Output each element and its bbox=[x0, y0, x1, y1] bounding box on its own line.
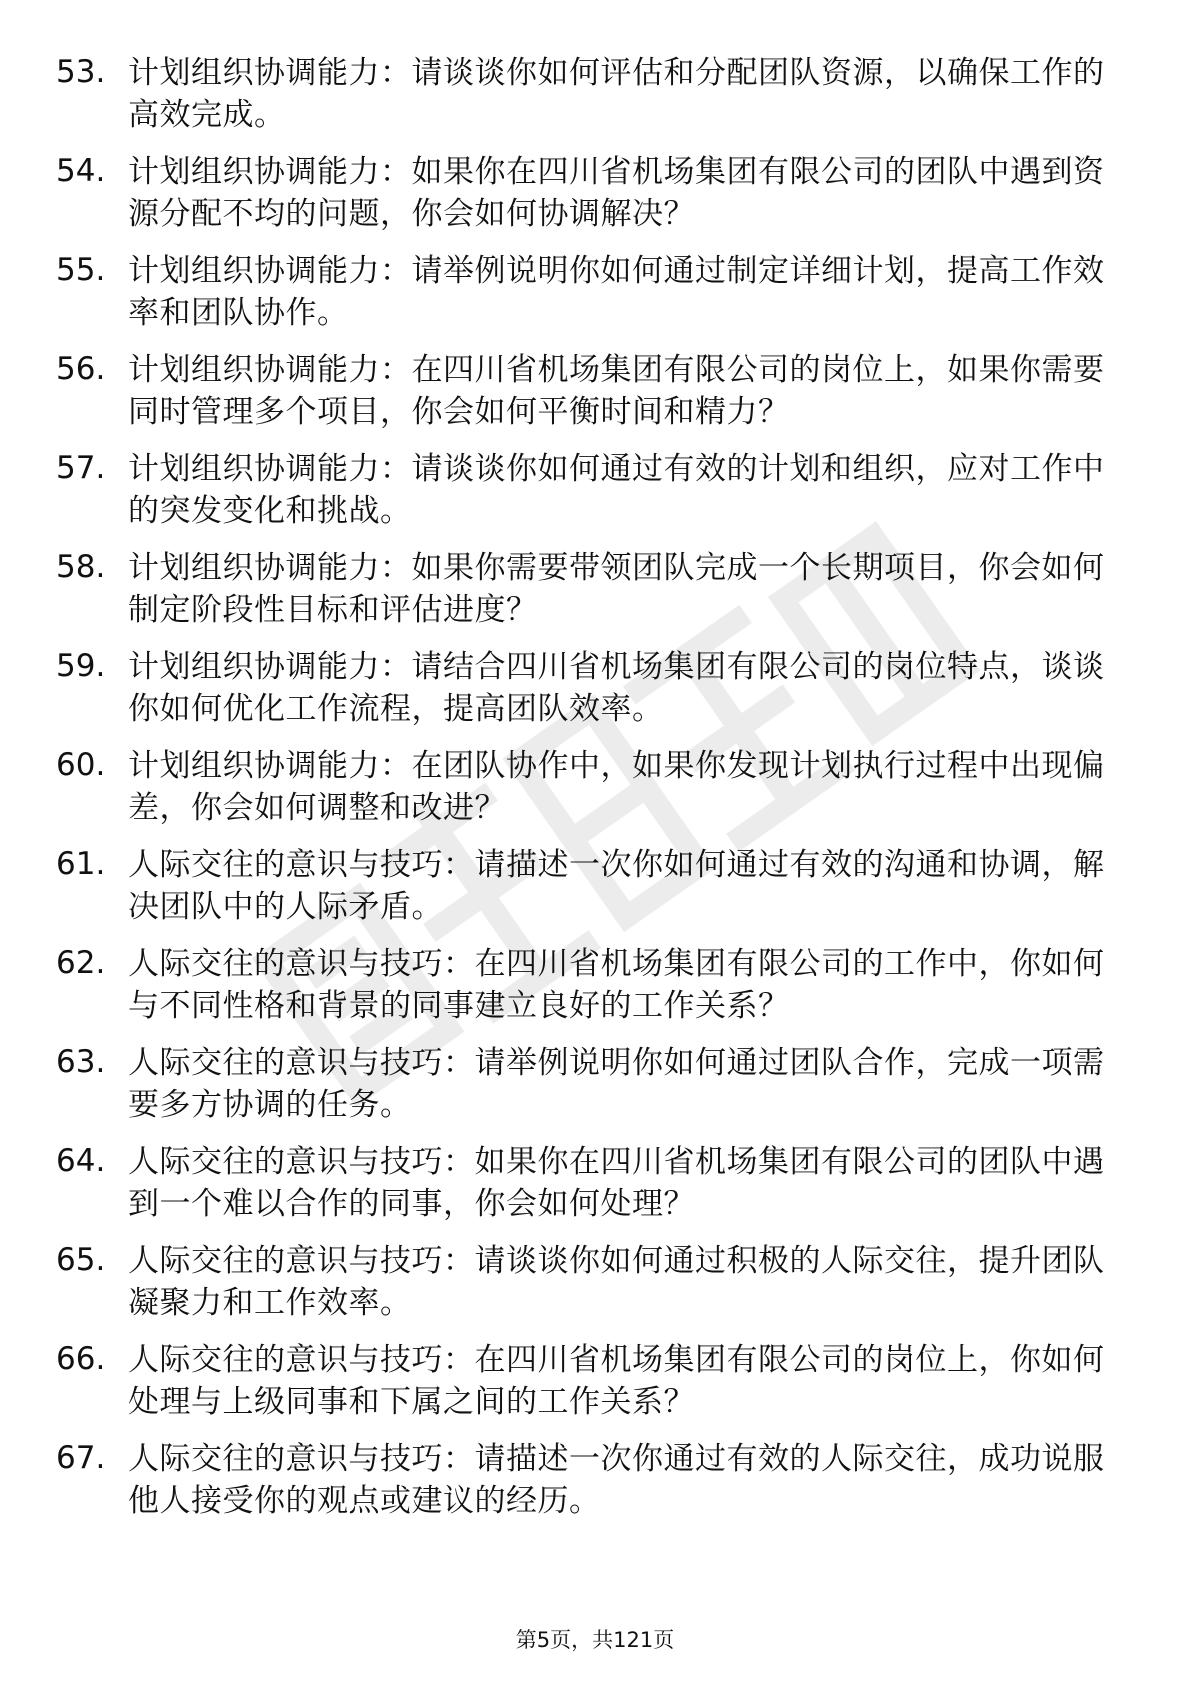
question-number: 66. bbox=[56, 1341, 106, 1377]
question-text: 人际交往的意识与技巧：在四川省机场集团有限公司的工作中，你如何与不同性格和背景的同事建立良好的工作关系？ bbox=[128, 946, 1105, 1024]
question-item bbox=[56, 1438, 1136, 1537]
question-item bbox=[56, 151, 1136, 250]
question-number: 55. bbox=[56, 252, 106, 288]
question-text: 计划组织协调能力：请举例说明你如何通过制定详细计划，提高工作效率和团队协作。 bbox=[128, 253, 1105, 331]
question-number: 54. bbox=[56, 153, 106, 189]
question-text: 计划组织协调能力：请谈谈你如何评估和分配团队资源，以确保工作的高效完成。 bbox=[128, 55, 1105, 133]
question-number: 64. bbox=[56, 1143, 106, 1179]
question-list bbox=[56, 52, 1136, 1537]
question-text: 人际交往的意识与技巧：请描述一次你通过有效的人际交往，成功说服他人接受你的观点或建议的经历。 bbox=[128, 1441, 1105, 1519]
page-footer: 第5页，共121页 bbox=[515, 1628, 675, 1652]
question-number: 56. bbox=[56, 351, 106, 387]
question-number: 67. bbox=[56, 1440, 106, 1476]
question-number: 53. bbox=[56, 54, 106, 90]
question-text: 计划组织协调能力：请结合四川省机场集团有限公司的岗位特点，谈谈你如何优化工作流程，提高团队效率。 bbox=[128, 649, 1105, 727]
question-text: 人际交往的意识与技巧：如果你在四川省机场集团有限公司的团队中遇到一个难以合作的同事，你会如何处理？ bbox=[128, 1144, 1105, 1222]
question-number: 59. bbox=[56, 648, 106, 684]
question-text: 计划组织协调能力：在四川省机场集团有限公司的岗位上，如果你需要同时管理多个项目，你会如何平衡时间和精力？ bbox=[128, 352, 1105, 430]
question-item bbox=[56, 943, 1136, 1042]
question-item bbox=[56, 52, 1136, 151]
question-item bbox=[56, 547, 1136, 646]
question-item bbox=[56, 646, 1136, 745]
question-text: 计划组织协调能力：在团队协作中，如果你发现计划执行过程中出现偏差，你会如何调整和改进？ bbox=[128, 748, 1105, 826]
question-text: 人际交往的意识与技巧：在四川省机场集团有限公司的岗位上，你如何处理与上级同事和下属之间的工作关系？ bbox=[128, 1342, 1105, 1420]
question-number: 60. bbox=[56, 747, 106, 783]
question-number: 57. bbox=[56, 450, 106, 486]
question-text: 计划组织协调能力：如果你需要带领团队完成一个长期项目，你会如何制定阶段性目标和评估进度？ bbox=[128, 550, 1105, 628]
question-text: 人际交往的意识与技巧：请举例说明你如何通过团队合作，完成一项需要多方协调的任务。 bbox=[128, 1045, 1105, 1123]
question-number: 61. bbox=[56, 846, 106, 882]
question-number: 58. bbox=[56, 549, 106, 585]
question-item bbox=[56, 1141, 1136, 1240]
question-item bbox=[56, 1042, 1136, 1141]
question-item bbox=[56, 448, 1136, 547]
question-number: 63. bbox=[56, 1044, 106, 1080]
question-number: 62. bbox=[56, 945, 106, 981]
question-item bbox=[56, 250, 1136, 349]
question-item bbox=[56, 844, 1136, 943]
question-text: 计划组织协调能力：请谈谈你如何通过有效的计划和组织，应对工作中的突发变化和挑战。 bbox=[128, 451, 1105, 529]
question-number: 65. bbox=[56, 1242, 106, 1278]
question-item bbox=[56, 745, 1136, 844]
question-text: 计划组织协调能力：如果你在四川省机场集团有限公司的团队中遇到资源分配不均的问题，你会如何协调解决？ bbox=[128, 154, 1105, 232]
question-item bbox=[56, 349, 1136, 448]
question-text: 人际交往的意识与技巧：请谈谈你如何通过积极的人际交往，提升团队凝聚力和工作效率。 bbox=[128, 1243, 1105, 1321]
question-item bbox=[56, 1240, 1136, 1339]
question-text: 人际交往的意识与技巧：请描述一次你如何通过有效的沟通和协调，解决团队中的人际矛盾。 bbox=[128, 847, 1105, 925]
question-item bbox=[56, 1339, 1136, 1438]
